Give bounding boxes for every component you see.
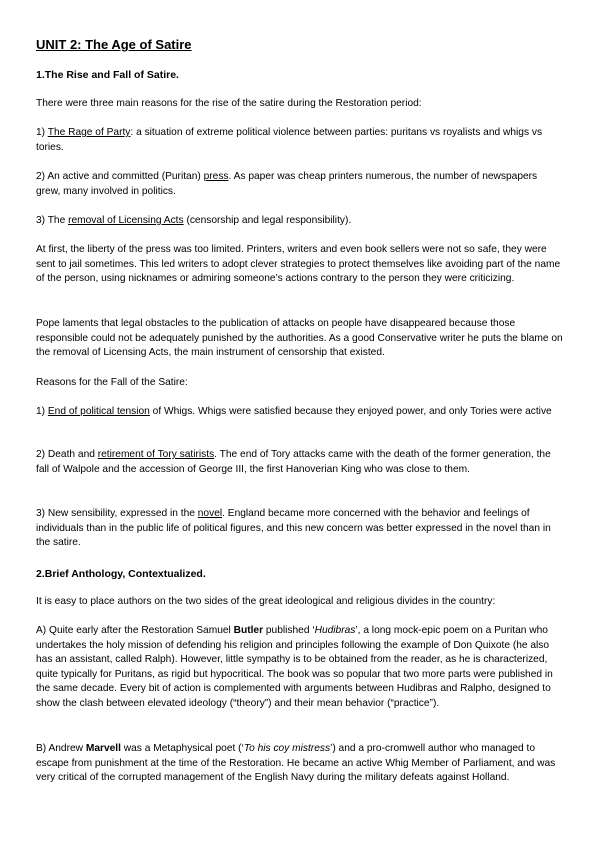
work-title: To his coy mistress <box>243 743 331 754</box>
rise-reason-2 <box>36 170 564 199</box>
key-term: press <box>203 171 229 182</box>
rise-intro: There were three main reasons for the rise of the satire during the Restoration period: <box>36 98 422 109</box>
paragraph-pope: Pope laments that legal obstacles to the publication of attacks on people have disappeared because those responsible could not be adequately punished by the authorities. As a good Conservative writer he puts the blame on the removal of Licensing Acts, the main instrument of censorship that existed. <box>36 318 563 359</box>
key-term: removal of Licensing Acts <box>68 215 184 226</box>
text-run: A) Quite early after the Restoration Samuel <box>36 625 234 636</box>
item-prefix: 1) <box>36 127 48 138</box>
item-text: (censorship and legal responsibility). <box>183 215 352 226</box>
section-heading-rise-fall: 1.The Rise and Fall of Satire. <box>36 69 179 81</box>
item-prefix: 3) The <box>36 215 69 226</box>
item-prefix: 2) Death and <box>36 449 98 460</box>
fall-reason-1 <box>36 405 564 420</box>
key-term: novel <box>197 508 223 519</box>
work-title: Hudibras <box>314 625 356 636</box>
section-heading-anthology: 2.Brief Anthology, Contextualized. <box>36 568 206 580</box>
text-run: B) Andrew <box>36 743 86 754</box>
item-text: . England became more concerned with the behavior and feelings of individuals than in the public life of political figures, and this new concern was better expressed in the novel than in the satire. <box>36 508 551 549</box>
paragraph-marvell <box>36 742 564 786</box>
key-term: retirement of Tory satirists <box>97 449 215 460</box>
fall-intro: Reasons for the Fall of the Satire: <box>36 377 188 388</box>
item-prefix: 1) <box>36 406 48 417</box>
fall-reason-3 <box>36 507 564 551</box>
key-term: The Rage of Party <box>47 127 131 138</box>
item-prefix: 3) New sensibility, expressed in the <box>36 508 198 519</box>
anthology-intro: It is easy to place authors on the two sides of the great ideological and religious divides in the country: <box>36 596 496 607</box>
page-title: UNIT 2: The Age of Satire <box>36 37 192 52</box>
key-term: End of political tension <box>47 406 150 417</box>
item-text: of Whigs. Whigs were satisfied because they enjoyed power, and only Tories were active <box>149 406 552 417</box>
fall-reason-2 <box>36 448 564 477</box>
paragraph-butler <box>36 624 564 712</box>
item-text: . The end of Tory attacks came with the death of the former generation, the fall of Walpole and the accession of George III, the first Hanoverian King who was close to them. <box>36 449 551 475</box>
rise-reason-1 <box>36 126 564 155</box>
author-name: Butler <box>233 625 264 636</box>
rise-reason-3 <box>36 214 564 229</box>
text-run: published ‘ <box>263 625 315 636</box>
text-run: ’, a long mock-epic poem on a Puritan who undertakes the holy mission of defending his religion and principles following the example of Don Quixote (he also has an assistant, called Ralph). However, little sympathy is to be obtained from the reader, as he is characterized, quite typically for Puritans, as rigid but hypocritical. The book was so popular that two more parts were published in the same decade. Every bit of action is complemented with arguments between Hudibras and Ralpho, designed to show the clash between elevated ideology (“theory”) and their mean behavior (“practice”). <box>36 625 553 709</box>
text-run: was a Metaphysical poet (‘ <box>120 743 244 754</box>
item-prefix: 2) An active and committed (Puritan) <box>36 171 204 182</box>
item-text: : a situation of extreme political violence between parties: puritans vs royalists and whigs vs tories. <box>36 127 543 153</box>
author-name: Marvell <box>85 743 121 754</box>
paragraph-press-liberty: At first, the liberty of the press was too limited. Printers, writers and even book sellers were not so safe, they were sent to jail sometimes. This led writers to adopt clever strategies to protect themselves like avoiding part of the name of the person, using nicknames or admiring someone’s actions contrary to the person they were criticizing. <box>36 244 561 285</box>
item-text: . As paper was cheap printers numerous, the number of newspapers grew, many involved in politics. <box>36 171 538 197</box>
text-run: ’) and a pro-cromwell author who managed to escape from punishment at the time of the Restoration. He became an active Whig Member of Parliament, and was very critical of the corrupted management of the English Navy during the military defeats against Holland. <box>36 743 556 784</box>
